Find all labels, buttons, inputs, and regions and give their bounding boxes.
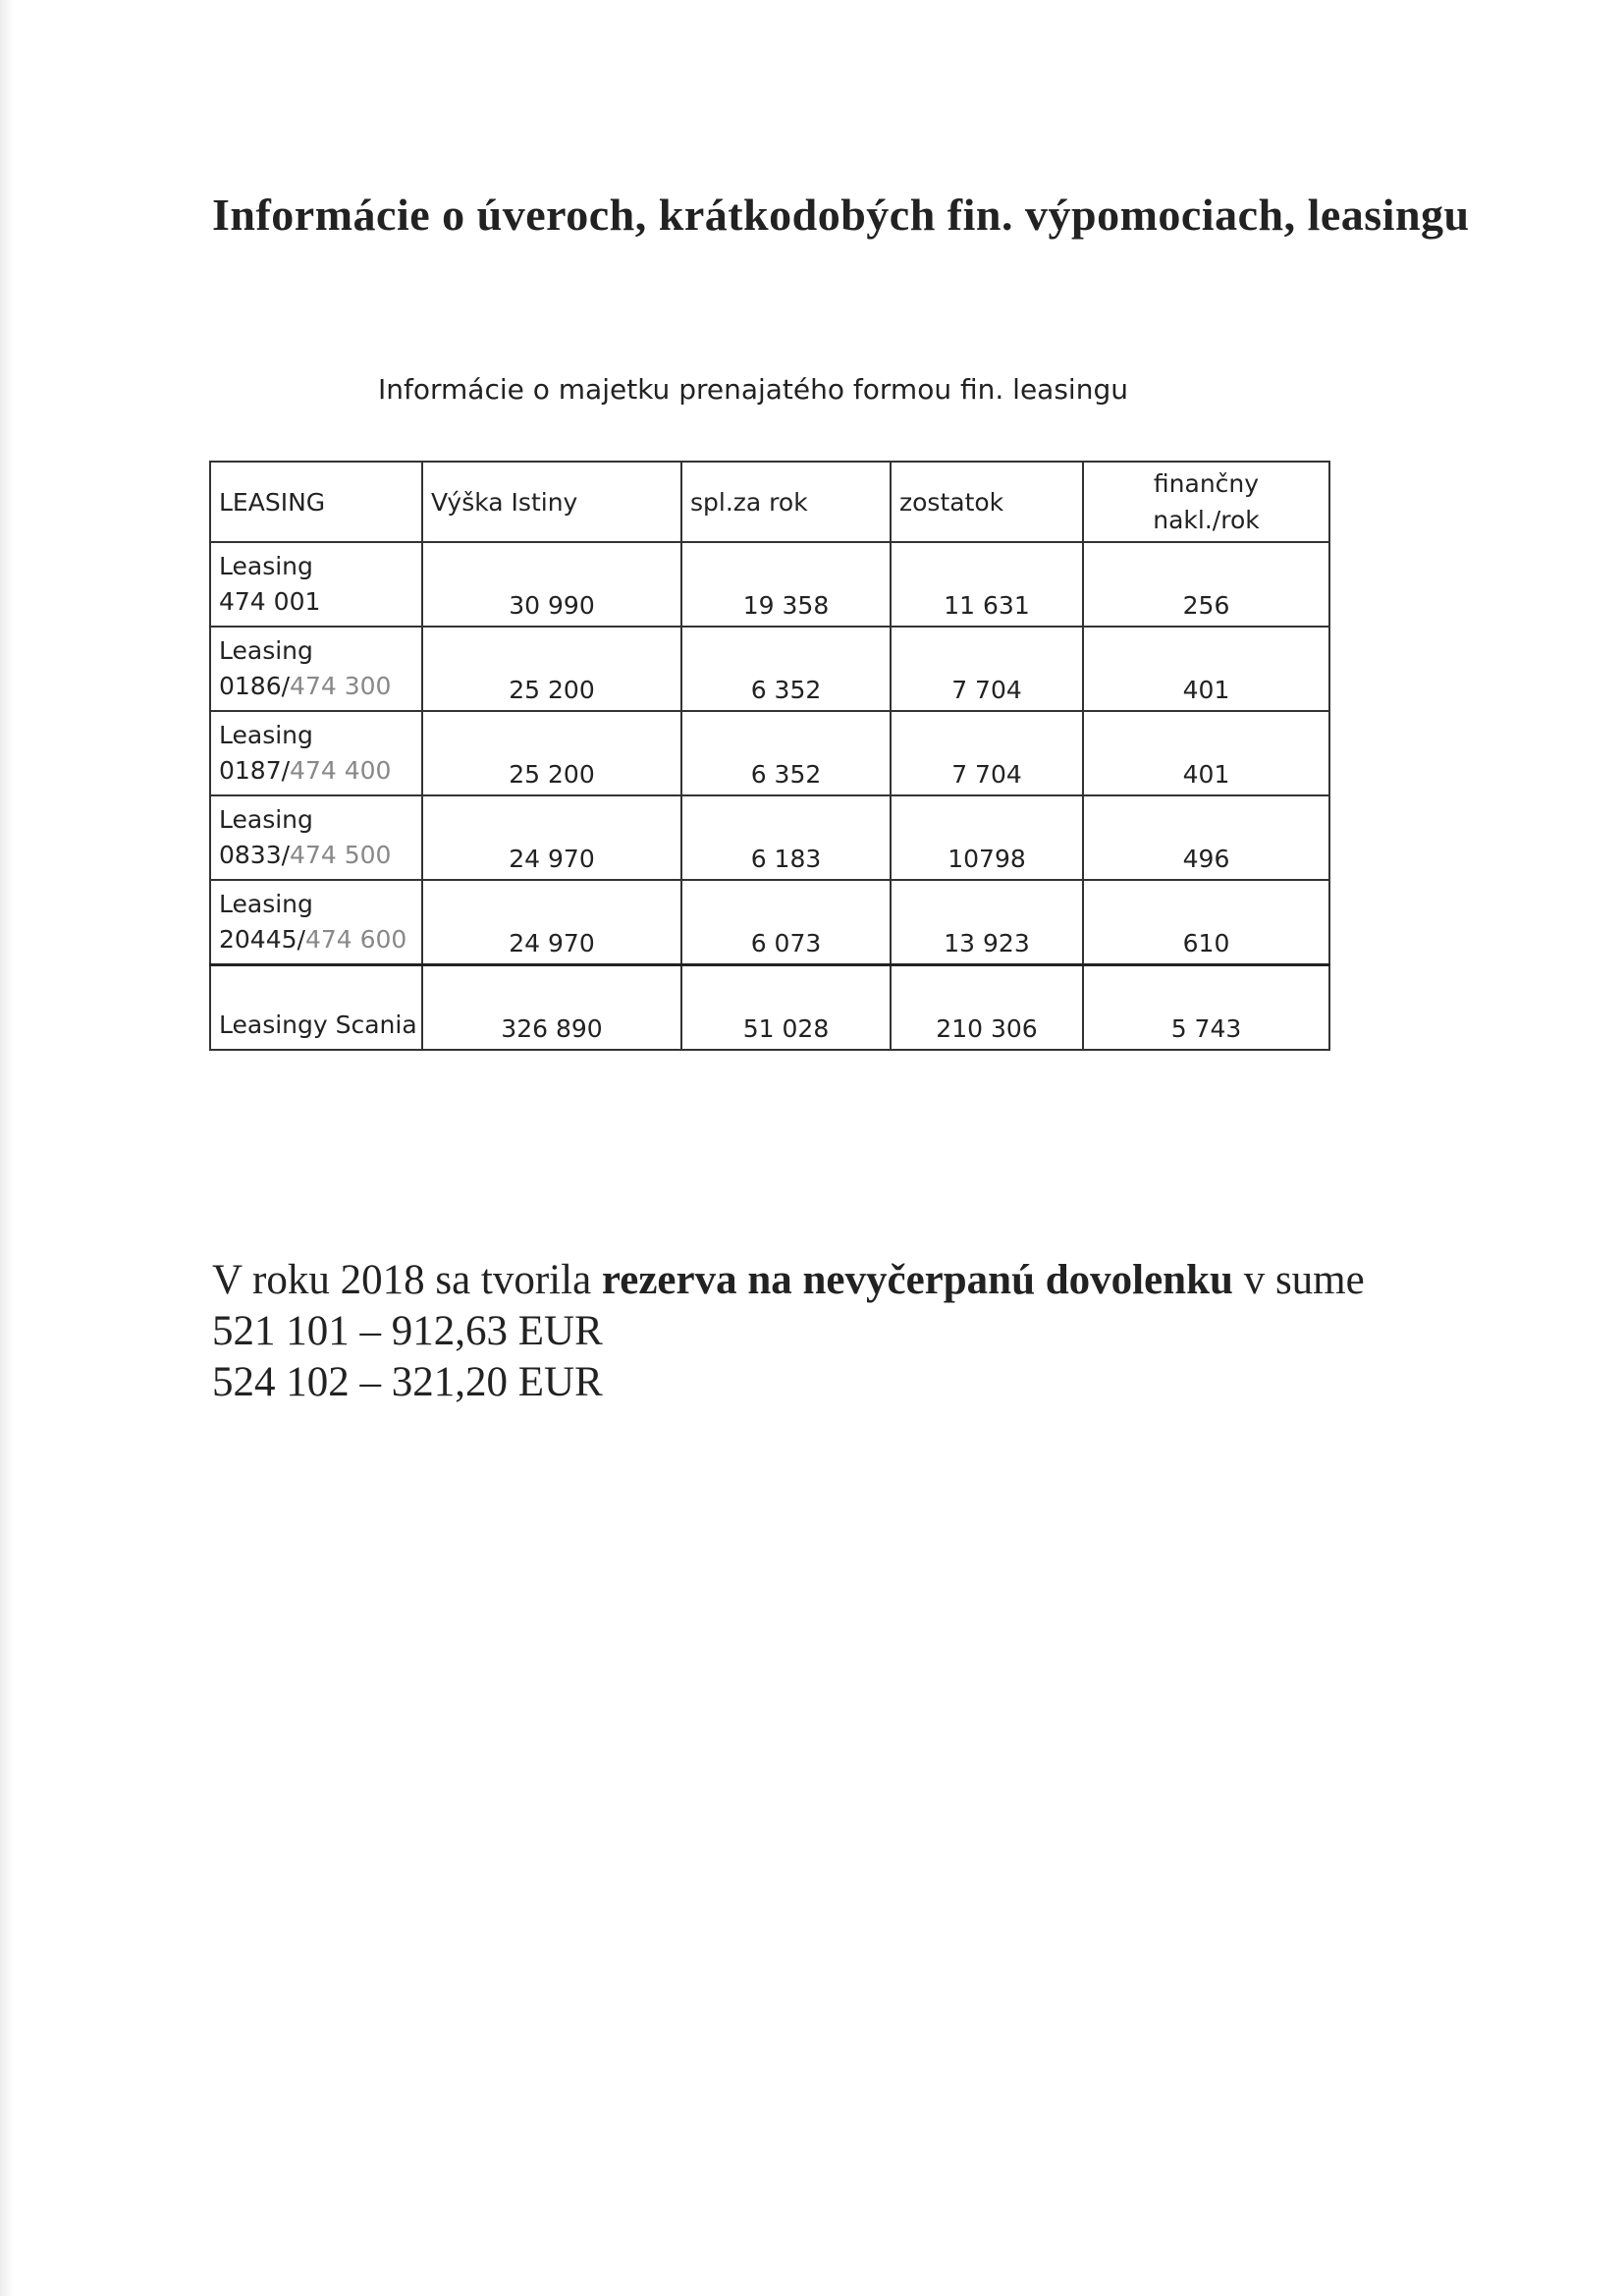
- header-financny-naklad: [1083, 462, 1329, 542]
- row-naklad: 256: [1083, 542, 1329, 627]
- row-istina: 25 200: [422, 711, 681, 795]
- row-naklad: 401: [1083, 711, 1329, 795]
- reserve-intro-line: [212, 1255, 1365, 1306]
- row-zostatok: 7 704: [891, 627, 1083, 711]
- row-id-prefix: 0833/: [219, 840, 291, 869]
- table-row: [210, 627, 1329, 711]
- header-zostatok: zostatok: [891, 462, 1083, 542]
- reserve-intro-post: v sume: [1232, 1257, 1365, 1303]
- row-id-prefix: 0186/: [219, 671, 291, 700]
- page-title: Informácie o úveroch, krátkodobých fin. výpomociach, leasingu: [212, 190, 1470, 240]
- table-row: [210, 542, 1329, 627]
- row-spl: 6 073: [681, 880, 891, 965]
- header-financny-line2: nakl./rok: [1153, 506, 1260, 534]
- table-total-row: [210, 965, 1329, 1051]
- reserve-intro-pre: V roku 2018 sa tvorila: [212, 1257, 602, 1303]
- row-id-prefix: 474 001: [219, 586, 321, 616]
- row-id-suffix: 474 300: [290, 671, 392, 700]
- row-naklad: 610: [1083, 880, 1329, 965]
- header-leasing: LEASING: [210, 462, 422, 542]
- row-name-cell: [210, 795, 422, 880]
- row-spl: 19 358: [681, 542, 891, 627]
- row-istina: 25 200: [422, 627, 681, 711]
- header-vyska-istiny: Výška Istiny: [422, 462, 681, 542]
- row-zostatok: 11 631: [891, 542, 1083, 627]
- row-zostatok: 13 923: [891, 880, 1083, 965]
- header-financny-line1: finančny: [1153, 468, 1260, 498]
- row-zostatok: 7 704: [891, 711, 1083, 795]
- row-label: Leasing: [219, 635, 313, 665]
- row-id-suffix: 474 500: [290, 840, 392, 869]
- row-id-prefix: 0187/: [219, 755, 291, 785]
- reserve-line-521101: 521 101 – 912,63 EUR: [212, 1308, 603, 1354]
- row-spl: 6 183: [681, 795, 891, 880]
- row-naklad: 496: [1083, 795, 1329, 880]
- row-zostatok: 10798: [891, 795, 1083, 880]
- table-row: [210, 795, 1329, 880]
- row-name-cell: [210, 627, 422, 711]
- row-name-cell: [210, 711, 422, 795]
- table-row: [210, 880, 1329, 965]
- total-istina: 326 890: [422, 965, 681, 1051]
- row-spl: 6 352: [681, 711, 891, 795]
- reserve-intro-bold: rezerva na nevyčerpanú dovolenku: [601, 1257, 1233, 1303]
- page-edge: [0, 0, 14, 2296]
- total-label: Leasingy Scania: [210, 965, 422, 1051]
- row-istina: 24 970: [422, 795, 681, 880]
- reserve-line-524102: 524 102 – 321,20 EUR: [212, 1359, 603, 1405]
- reserve-paragraph: [212, 1255, 1365, 1408]
- row-name-cell: [210, 880, 422, 965]
- total-naklad: 5 743: [1083, 965, 1329, 1051]
- row-id-suffix: 474 400: [290, 755, 392, 785]
- row-label: Leasing: [219, 551, 313, 580]
- table-header-row: [210, 462, 1329, 542]
- row-spl: 6 352: [681, 627, 891, 711]
- total-zostatok: 210 306: [891, 965, 1083, 1051]
- row-id-suffix: 474 600: [304, 924, 407, 954]
- row-name-cell: [210, 542, 422, 627]
- table-row: [210, 711, 1329, 795]
- row-naklad: 401: [1083, 627, 1329, 711]
- row-label: Leasing: [219, 720, 313, 749]
- row-label: Leasing: [219, 804, 313, 834]
- row-istina: 30 990: [422, 542, 681, 627]
- total-spl: 51 028: [681, 965, 891, 1051]
- row-istina: 24 970: [422, 880, 681, 965]
- row-label: Leasing: [219, 889, 313, 918]
- leasing-table: [209, 461, 1330, 1051]
- table-subtitle: Informácie o majetku prenajatého formou fin. leasingu: [378, 373, 1128, 406]
- header-spl-za-rok: spl.za rok: [681, 462, 891, 542]
- row-id-prefix: 20445/: [219, 924, 305, 954]
